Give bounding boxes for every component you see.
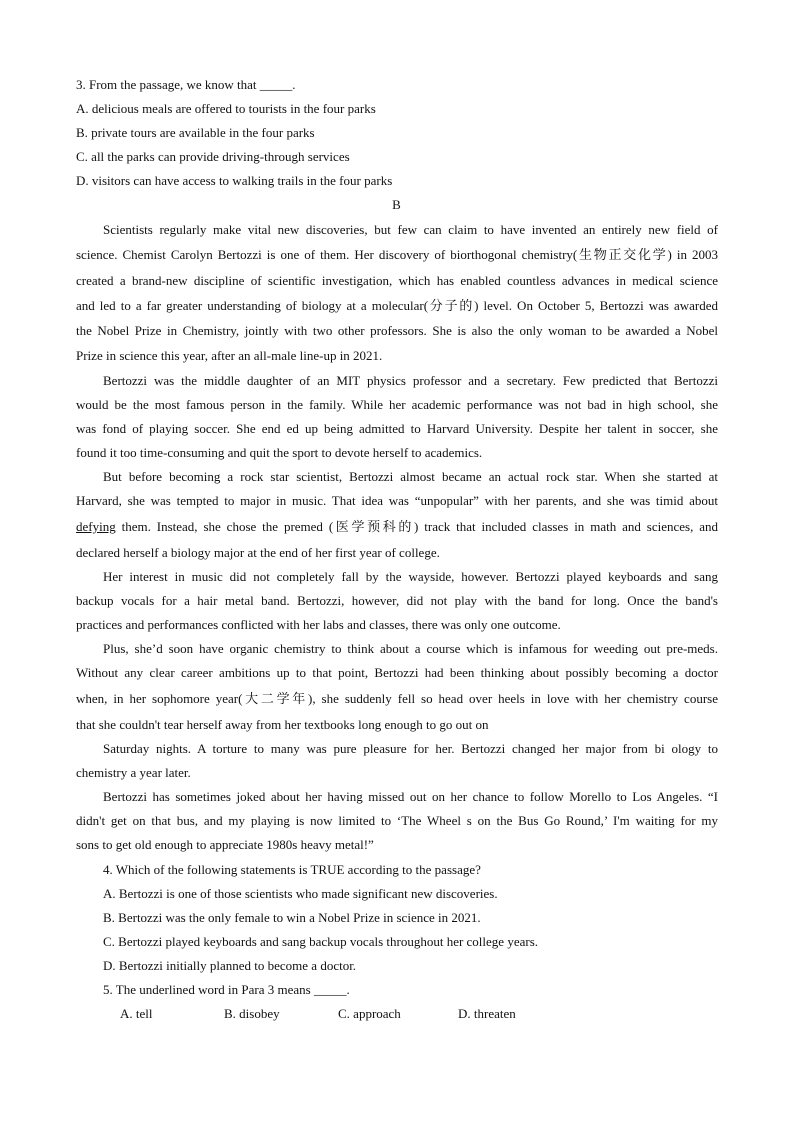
passage-line: was fond of playing soccer. She end ed up being admitted to Harvard University. Despite her talent in soccer, she: [76, 421, 718, 436]
passage-line: Her interest in music did not completely fall by the wayside, however. Bertozzi played keyboards and sang: [103, 569, 718, 584]
q3-option-d: D. visitors can have access to walking trails in the four parks: [76, 173, 393, 188]
q5-stem: 5. The underlined word in Para 3 means _____.: [103, 982, 350, 997]
q5-option-d: D. threaten: [458, 1006, 516, 1021]
q3-option-b: B. private tours are available in the four parks: [76, 125, 315, 140]
q5-option-a: A. tell: [120, 1006, 153, 1021]
q3-stem: 3. From the passage, we know that _____.: [76, 77, 296, 92]
passage-line: backup vocals for a hair metal band. Bertozzi, however, did not play with the band for long. Once the band's: [76, 593, 718, 608]
underlined-word: defying: [76, 519, 116, 534]
passage-line: Prize in science this year, after an all-male line-up in 2021.: [76, 348, 383, 363]
passage-line: But before becoming a rock star scientist, Bertozzi almost became an actual rock star. When she started at: [103, 469, 718, 484]
passage-line: declared herself a biology major at the end of her first year of college.: [76, 545, 440, 560]
passage-line: Plus, she’d soon have organic chemistry to think about a course which is infamous for weeding out pre-meds.: [103, 641, 718, 656]
passage-line: Without any clear career ambitions up to that point, Bertozzi had been thinking about possibly becoming a doctor: [76, 665, 718, 680]
q4-option-a: A. Bertozzi is one of those scientists who made significant new discoveries.: [103, 886, 498, 901]
passage-line: that she couldn't tear herself away from her textbooks long enough to go out on: [76, 717, 489, 732]
section-heading: B: [392, 197, 401, 212]
passage-line: and led to a far greater understanding of biology at a molecular(分子的) level. On October 5, Bertozzi was awarded: [76, 298, 718, 313]
passage-line: Saturday nights. A torture to many was pure pleasure for her. Bertozzi changed her major from bi ology to: [103, 741, 718, 756]
q5-option-c: C. approach: [338, 1006, 401, 1021]
passage-line: Bertozzi was the middle daughter of an MIT physics professor and a secretary. Few predicted that Bertozzi: [103, 373, 718, 388]
passage-line: when, in her sophomore year(大二学年), she suddenly fell so head over heels in love with her chemistry course: [76, 691, 718, 706]
q5-option-b: B. disobey: [224, 1006, 280, 1021]
passage-line: didn't get on that bus, and my playing is now limited to ‘The Wheel s on the Bus Go Round,’ I'm waiting for my: [76, 813, 718, 828]
passage-line: would be the most famous person in the family. While her academic performance was not bad in high school, she: [76, 397, 718, 412]
q5-options: [0, 1006, 793, 1022]
passage-line: created a brand-new discipline of scientific investigation, which has enabled countless advances in medical science: [76, 273, 718, 288]
q4-stem: 4. Which of the following statements is TRUE according to the passage?: [103, 862, 481, 877]
passage-line: the Nobel Prize in Chemistry, jointly with two other professors. She is also the only woman to be awarded a Nobel: [76, 323, 718, 338]
q4-option-b: B. Bertozzi was the only female to win a Nobel Prize in science in 2021.: [103, 910, 481, 925]
passage-line-underlined: [76, 519, 718, 535]
q3-option-c: C. all the parks can provide driving-through services: [76, 149, 350, 164]
passage-line: practices and performances conflicted with her labs and classes, there was only one outcome.: [76, 617, 561, 632]
line-rest: them. Instead, she chose the premed (医学预科的) track that included classes in math and sciences, and: [115, 519, 718, 534]
passage-line: found it too time-consuming and quit the sport to devote herself to academics.: [76, 445, 483, 460]
passage-line: chemistry a year later.: [76, 765, 191, 780]
passage-line: science. Chemist Carolyn Bertozzi is one of them. Her discovery of biorthogonal chemistry(生物正交化学) in 2003: [76, 247, 718, 262]
passage-line: Bertozzi has sometimes joked about her having missed out on her chance to follow Morello to Los Angeles. “I: [103, 789, 718, 804]
passage-line: Harvard, she was tempted to major in music. That idea was “unpopular” with her parents, and she was timid about: [76, 493, 718, 508]
passage-line: Scientists regularly make vital new discoveries, but few can claim to have invented an entirely new field of: [103, 222, 718, 237]
q4-option-c: C. Bertozzi played keyboards and sang backup vocals throughout her college years.: [103, 934, 538, 949]
q4-option-d: D. Bertozzi initially planned to become a doctor.: [103, 958, 357, 973]
passage-line: sons to get old enough to appreciate 1980s heavy metal!”: [76, 837, 374, 852]
q3-option-a: A. delicious meals are offered to tourists in the four parks: [76, 101, 376, 116]
